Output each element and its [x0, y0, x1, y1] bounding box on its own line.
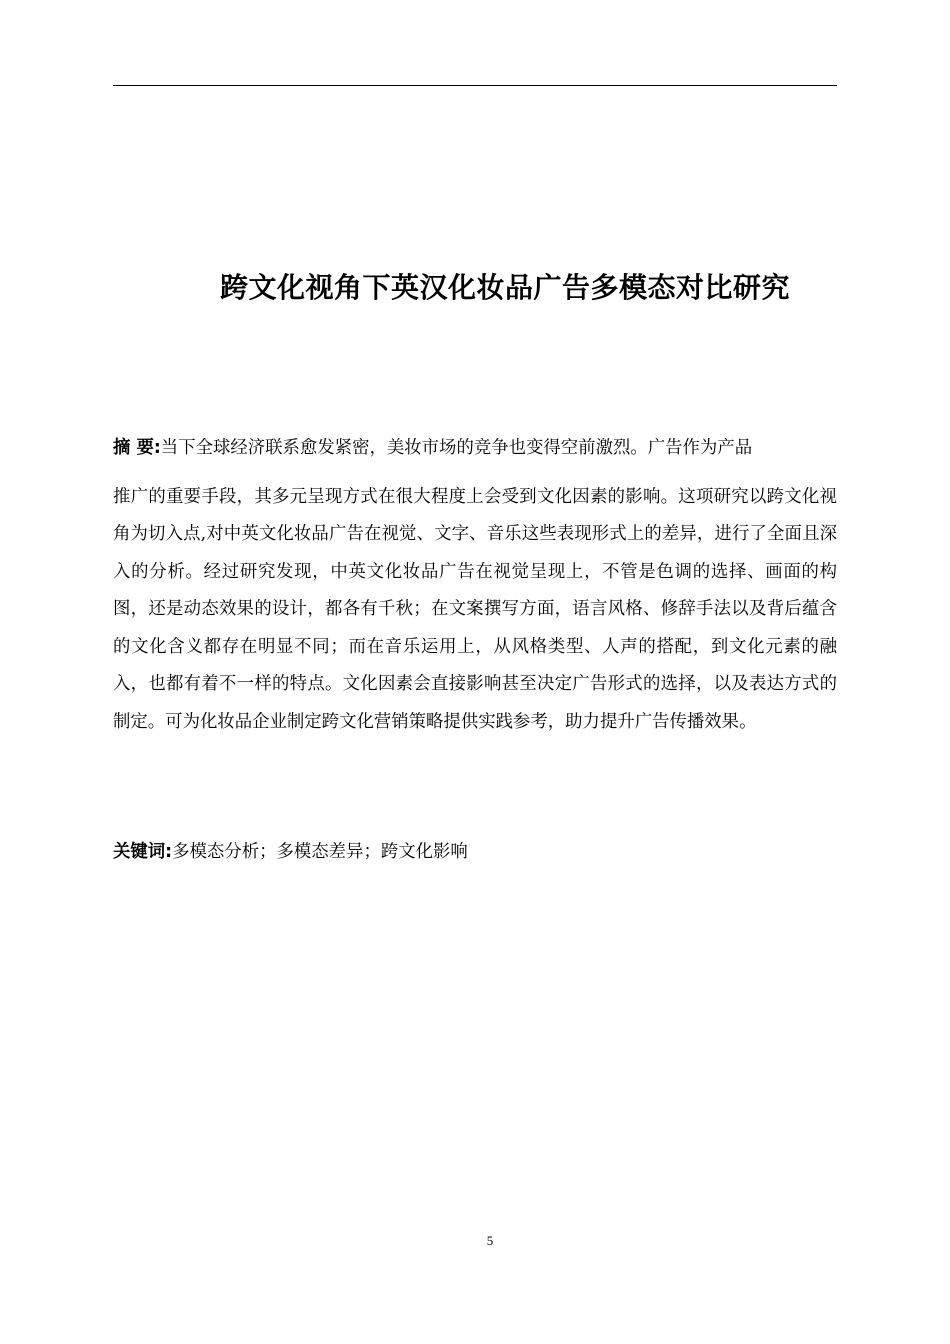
keywords-label: 关键词: [113, 842, 173, 862]
page-number: 5 [486, 1233, 494, 1248]
abstract-first-line-text: 当下全球经济联系愈发紧密，美妆市场的竞争也变得空前激烈。广告作为产品 [160, 438, 753, 458]
abstract-first-line [113, 430, 837, 468]
keywords-text: 多模态分析；多模态差异；跨文化影响 [172, 842, 468, 862]
keywords-section [113, 836, 837, 868]
header-rule [113, 85, 837, 86]
abstract-label: 摘 要: [113, 438, 161, 458]
abstract-body: 推广的重要手段，其多元呈现方式在很大程度上会受到文化因素的影响。这项研究以跨文化视角为切入点,对中英文化妆品广告在视觉、文字、音乐这些表现形式上的差异，进行了全面且深入的分析。经过研究发现，中英文化妆品广告在视觉呈现上，不管是色调的选择、画面的构图，还是动态效果的设计，都各有千秋；在文案撰写方面，语言风格、修辞手法以及背后蕴含的文化含义都存在明显不同；而在音乐运用上，从风格类型、人声的搭配，到文化元素的融入，也都有着不一样的特点。文化因素会直接影响甚至决定广告形式的选择，以及表达方式的制定。可为化妆品企业制定跨文化营销策略提供实践参考，助力提升广告传播效果。 [113, 486, 837, 732]
paper-title: 跨文化视角下英汉化妆品广告多模态对比研究 [219, 271, 790, 304]
abstract-section [113, 430, 837, 741]
